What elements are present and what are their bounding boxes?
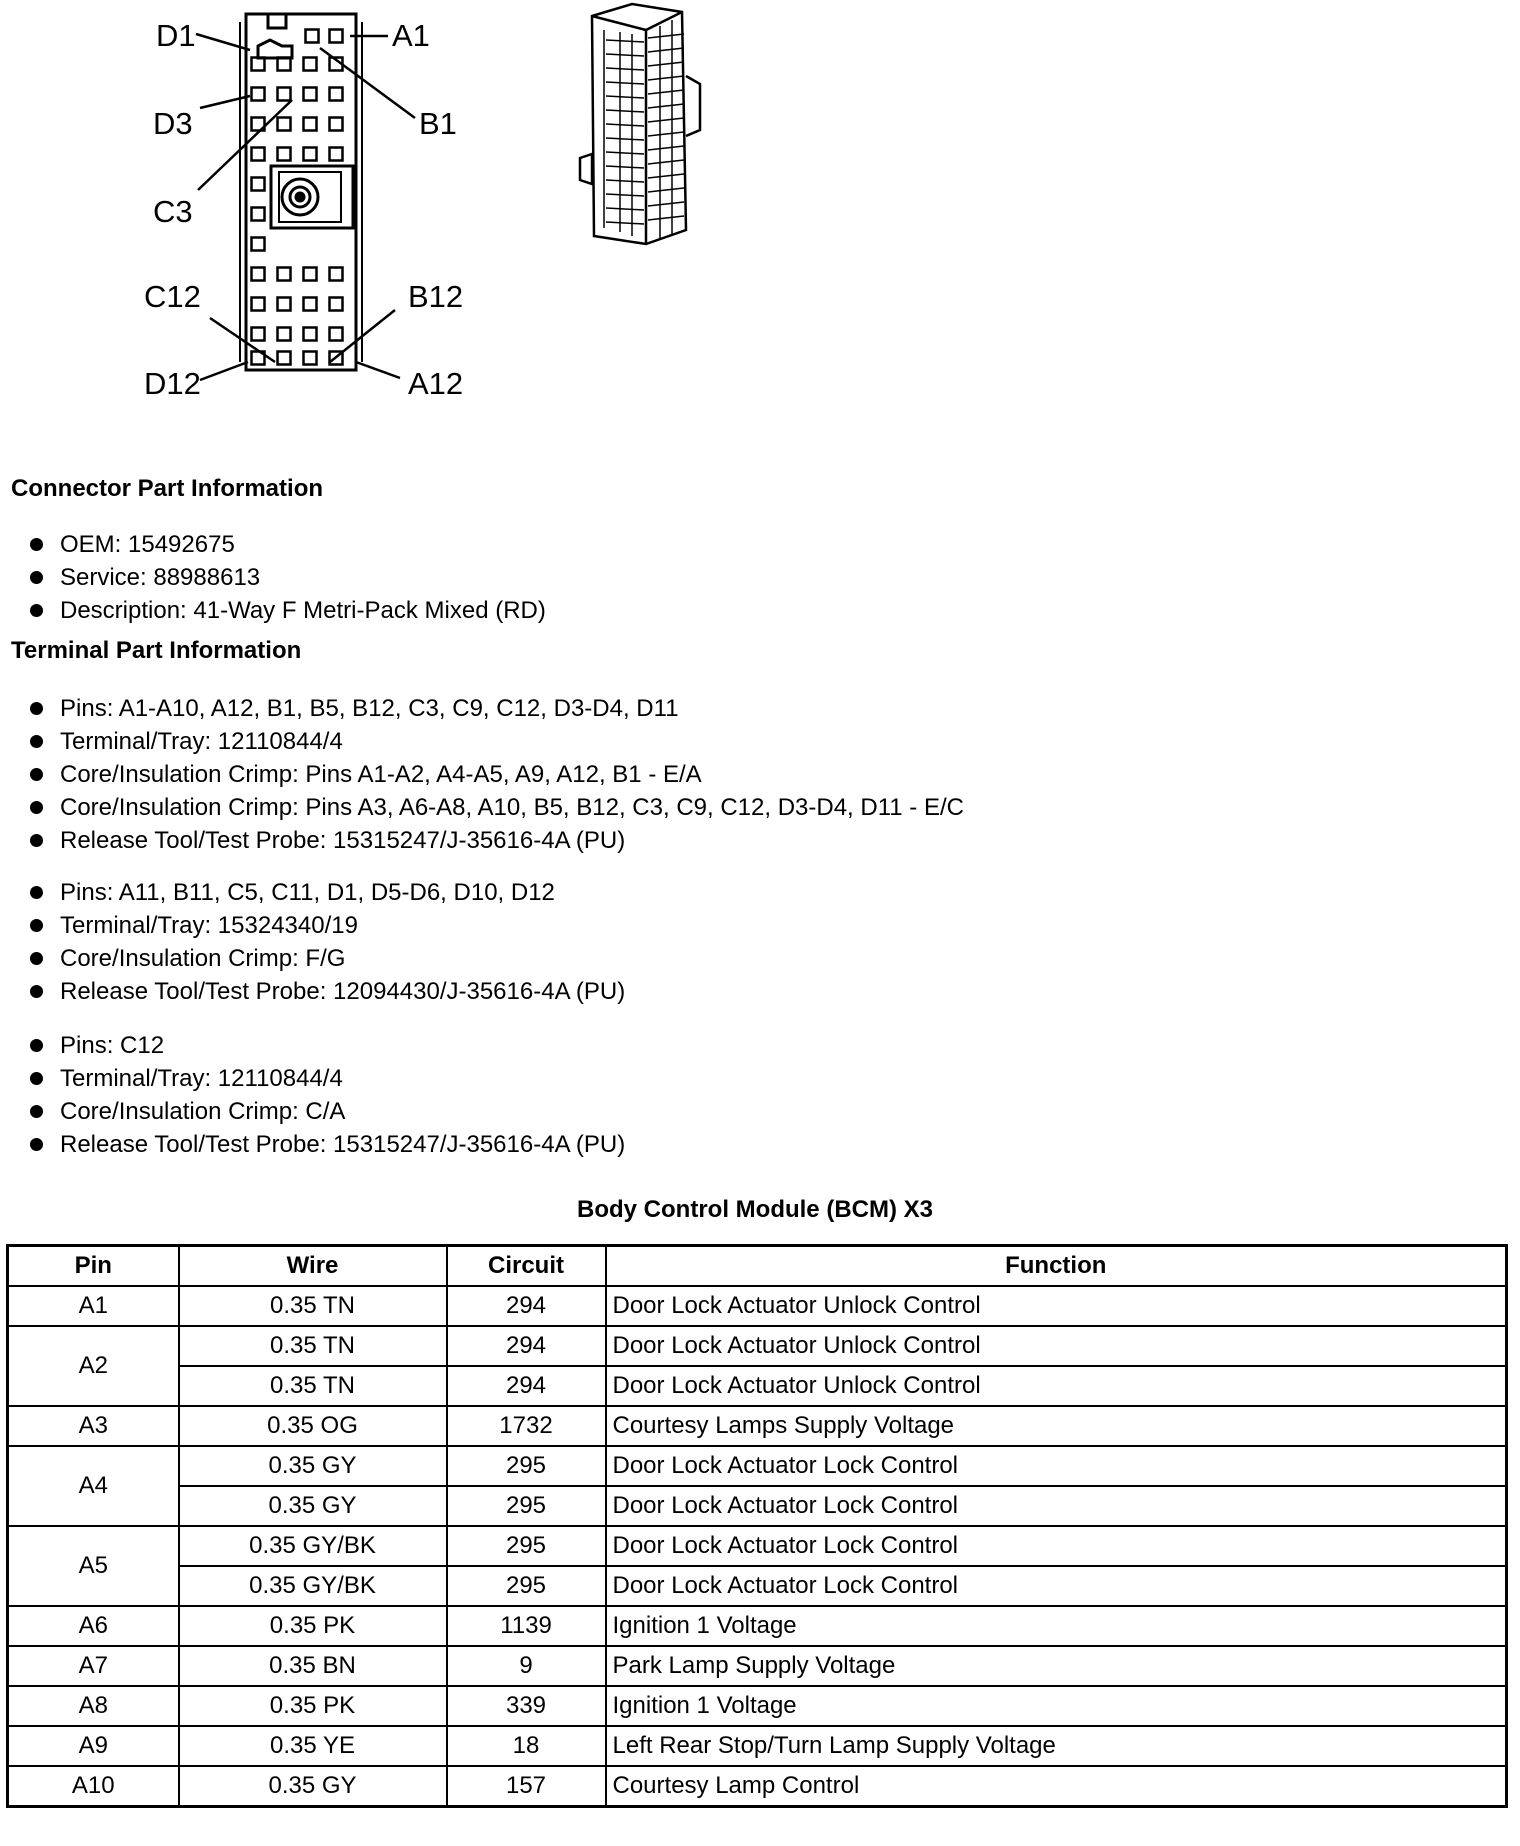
function-cell: Door Lock Actuator Lock Control bbox=[606, 1526, 1507, 1566]
cavity bbox=[306, 30, 319, 43]
cavity bbox=[278, 298, 291, 311]
side-slot bbox=[648, 90, 684, 94]
list-item bbox=[30, 561, 546, 594]
side-slot bbox=[648, 202, 684, 206]
pin-cell: A2 bbox=[8, 1326, 179, 1406]
list-item bbox=[30, 1029, 625, 1062]
list-item bbox=[30, 758, 964, 791]
cavity bbox=[304, 88, 317, 101]
wire-cell: 0.35 TN bbox=[179, 1286, 447, 1326]
connector-oem: OEM: 15492675 bbox=[60, 531, 235, 558]
terminal-item: Terminal/Tray: 12110844/4 bbox=[60, 1065, 343, 1092]
connector-side-view bbox=[580, 4, 700, 244]
cavity bbox=[278, 268, 291, 281]
list-item bbox=[30, 909, 625, 942]
terminal-item: Pins: C12 bbox=[60, 1032, 165, 1059]
table-row bbox=[8, 1406, 1507, 1446]
wire-cell: 0.35 TN bbox=[179, 1326, 447, 1366]
pin-cell: A5 bbox=[8, 1526, 179, 1606]
cavity bbox=[304, 58, 317, 71]
cavity bbox=[252, 298, 265, 311]
table-row bbox=[8, 1606, 1507, 1646]
terminal-item: Core/Insulation Crimp: C/A bbox=[60, 1098, 346, 1125]
connector-diagram bbox=[0, 0, 800, 420]
pin-label-a1: A1 bbox=[392, 18, 430, 53]
pin-cell: A8 bbox=[8, 1686, 179, 1726]
side-slot bbox=[648, 62, 684, 66]
pin-label-c12: C12 bbox=[144, 279, 201, 314]
side-slot bbox=[606, 40, 644, 42]
side-slot bbox=[648, 34, 684, 38]
list-item bbox=[30, 975, 625, 1008]
function-cell: Door Lock Actuator Unlock Control bbox=[606, 1326, 1507, 1366]
side-slot bbox=[606, 194, 644, 196]
circuit-cell: 294 bbox=[447, 1286, 606, 1326]
function-cell: Ignition 1 Voltage bbox=[606, 1686, 1507, 1726]
cavity bbox=[330, 298, 343, 311]
table-row bbox=[8, 1486, 1507, 1526]
cavity bbox=[304, 118, 317, 131]
circuit-cell: 9 bbox=[447, 1646, 606, 1686]
terminal-item: Pins: A1-A10, A12, B1, B5, B12, C3, C9, C12, D3-D4, D11 bbox=[60, 695, 679, 722]
pin-cell: A10 bbox=[8, 1766, 179, 1807]
bullet-icon bbox=[30, 1138, 43, 1151]
cavity bbox=[304, 352, 317, 365]
side-slot bbox=[606, 68, 644, 70]
table-row bbox=[8, 1646, 1507, 1686]
cavity bbox=[278, 352, 291, 365]
bullet-icon bbox=[30, 702, 43, 715]
terminal-item: Core/Insulation Crimp: Pins A3, A6-A8, A10, B5, B12, C3, C9, C12, D3-D4, D11 - E/C bbox=[60, 794, 964, 821]
cavity bbox=[330, 148, 343, 161]
pin-label-b12: B12 bbox=[408, 279, 464, 314]
cavity bbox=[278, 88, 291, 101]
cavity bbox=[304, 298, 317, 311]
side-slot bbox=[606, 110, 644, 112]
side-slot bbox=[648, 160, 684, 164]
side-slot bbox=[648, 76, 684, 80]
list-item bbox=[30, 824, 964, 857]
circuit-cell: 157 bbox=[447, 1766, 606, 1807]
cavity bbox=[330, 328, 343, 341]
circuit-cell: 295 bbox=[447, 1526, 606, 1566]
table-row bbox=[8, 1766, 1507, 1807]
bullet-icon bbox=[30, 538, 43, 551]
cavity bbox=[304, 148, 317, 161]
list-item bbox=[30, 876, 625, 909]
list-item bbox=[30, 692, 964, 725]
connector-service: Service: 88988613 bbox=[60, 564, 261, 591]
terminal-item: Release Tool/Test Probe: 12094430/J-35616-4A (PU) bbox=[60, 978, 626, 1005]
cavity bbox=[304, 328, 317, 341]
wire-cell: 0.35 GY bbox=[179, 1766, 447, 1807]
function-cell: Door Lock Actuator Lock Control bbox=[606, 1566, 1507, 1606]
side-slot bbox=[606, 222, 644, 224]
function-cell: Door Lock Actuator Lock Control bbox=[606, 1446, 1507, 1486]
cavity bbox=[278, 118, 291, 131]
bullet-icon bbox=[30, 801, 43, 814]
list-item bbox=[30, 725, 964, 758]
terminal-group-2 bbox=[30, 876, 625, 1008]
list-item bbox=[30, 1128, 625, 1161]
pinout-table bbox=[6, 1244, 1508, 1808]
side-slot bbox=[648, 216, 684, 220]
terminal-item: Pins: A11, B11, C5, C11, D1, D5-D6, D10, D12 bbox=[60, 879, 555, 906]
cavity bbox=[330, 88, 343, 101]
wire-cell: 0.35 GY/BK bbox=[179, 1526, 447, 1566]
bullet-icon bbox=[30, 768, 43, 781]
pin-label-d1: D1 bbox=[156, 18, 196, 53]
pin-cell: A6 bbox=[8, 1606, 179, 1646]
circuit-cell: 295 bbox=[447, 1446, 606, 1486]
cavity bbox=[330, 268, 343, 281]
side-slot bbox=[606, 82, 644, 84]
terminal-group-1 bbox=[30, 692, 964, 857]
cavity bbox=[252, 328, 265, 341]
header-function: Function bbox=[606, 1246, 1507, 1287]
terminal-group-3 bbox=[30, 1029, 625, 1161]
wire-cell: 0.35 PK bbox=[179, 1606, 447, 1646]
bullet-icon bbox=[30, 604, 43, 617]
circuit-cell: 1139 bbox=[447, 1606, 606, 1646]
terminal-item: Terminal/Tray: 15324340/19 bbox=[60, 912, 358, 939]
header-pin: Pin bbox=[8, 1246, 179, 1287]
terminal-item: Core/Insulation Crimp: F/G bbox=[60, 945, 346, 972]
connector-part-list bbox=[30, 528, 546, 627]
side-slot bbox=[648, 188, 684, 192]
bullet-icon bbox=[30, 985, 43, 998]
connector-description: Description: 41-Way F Metri-Pack Mixed (RD) bbox=[60, 597, 546, 624]
cavity bbox=[252, 148, 265, 161]
circuit-cell: 295 bbox=[447, 1566, 606, 1606]
bullet-icon bbox=[30, 571, 43, 584]
bullet-icon bbox=[30, 952, 43, 965]
function-cell: Door Lock Actuator Unlock Control bbox=[606, 1286, 1507, 1326]
wire-cell: 0.35 OG bbox=[179, 1406, 447, 1446]
list-item bbox=[30, 594, 546, 627]
circuit-cell: 18 bbox=[447, 1726, 606, 1766]
wire-cell: 0.35 GY bbox=[179, 1486, 447, 1526]
bullet-icon bbox=[30, 1039, 43, 1052]
pin-cell: A9 bbox=[8, 1726, 179, 1766]
function-cell: Courtesy Lamp Control bbox=[606, 1766, 1507, 1807]
header-circuit: Circuit bbox=[447, 1246, 606, 1287]
terminal-item: Core/Insulation Crimp: Pins A1-A2, A4-A5, A9, A12, B1 - E/A bbox=[60, 761, 702, 788]
table-row bbox=[8, 1446, 1507, 1486]
pin-label-c3: C3 bbox=[153, 194, 193, 229]
bullet-icon bbox=[30, 919, 43, 932]
side-slot bbox=[648, 118, 684, 122]
terminal-item: Release Tool/Test Probe: 15315247/J-35616-4A (PU) bbox=[60, 1131, 626, 1158]
wire-cell: 0.35 GY bbox=[179, 1446, 447, 1486]
side-slot bbox=[606, 96, 644, 98]
bullet-icon bbox=[30, 735, 43, 748]
pin-label-d12: D12 bbox=[144, 366, 201, 401]
list-item bbox=[30, 791, 964, 824]
pin-cell: A7 bbox=[8, 1646, 179, 1686]
cavity bbox=[252, 178, 265, 191]
wire-cell: 0.35 GY/BK bbox=[179, 1566, 447, 1606]
table-row bbox=[8, 1326, 1507, 1366]
side-slot bbox=[648, 104, 684, 108]
function-cell: Park Lamp Supply Voltage bbox=[606, 1646, 1507, 1686]
side-slot bbox=[606, 152, 644, 154]
bullet-icon bbox=[30, 834, 43, 847]
list-item bbox=[30, 942, 625, 975]
pin-label-a12: A12 bbox=[408, 366, 464, 401]
terminal-item: Terminal/Tray: 12110844/4 bbox=[60, 728, 343, 755]
cavity bbox=[330, 118, 343, 131]
circuit-cell: 294 bbox=[447, 1366, 606, 1406]
side-slot bbox=[606, 124, 644, 126]
wire-cell: 0.35 PK bbox=[179, 1686, 447, 1726]
list-item bbox=[30, 1062, 625, 1095]
cavity bbox=[252, 238, 265, 251]
cavity bbox=[278, 328, 291, 341]
cavity bbox=[252, 208, 265, 221]
wire-cell: 0.35 YE bbox=[179, 1726, 447, 1766]
circuit-cell: 339 bbox=[447, 1686, 606, 1726]
list-item bbox=[30, 1095, 625, 1128]
table-row bbox=[8, 1286, 1507, 1326]
table-title: Body Control Module (BCM) X3 bbox=[577, 1196, 933, 1223]
side-slot bbox=[648, 146, 684, 150]
table-row bbox=[8, 1526, 1507, 1566]
function-cell: Door Lock Actuator Unlock Control bbox=[606, 1366, 1507, 1406]
circuit-cell: 1732 bbox=[447, 1406, 606, 1446]
header-wire: Wire bbox=[179, 1246, 447, 1287]
terminal-part-heading: Terminal Part Information bbox=[11, 637, 302, 664]
cavity bbox=[278, 148, 291, 161]
pin-label-d3: D3 bbox=[153, 106, 193, 141]
table-row bbox=[8, 1726, 1507, 1766]
connector-part-heading: Connector Part Information bbox=[11, 475, 324, 502]
wire-cell: 0.35 TN bbox=[179, 1366, 447, 1406]
side-slot bbox=[606, 54, 644, 56]
circuit-cell: 295 bbox=[447, 1486, 606, 1526]
pin-cell: A4 bbox=[8, 1446, 179, 1526]
function-cell: Door Lock Actuator Lock Control bbox=[606, 1486, 1507, 1526]
terminal-item: Release Tool/Test Probe: 15315247/J-35616-4A (PU) bbox=[60, 827, 626, 854]
list-item bbox=[30, 528, 546, 561]
cavity bbox=[252, 268, 265, 281]
side-slot bbox=[606, 166, 644, 168]
cavity bbox=[252, 88, 265, 101]
pin-label-b1: B1 bbox=[419, 106, 457, 141]
wire-cell: 0.35 BN bbox=[179, 1646, 447, 1686]
table-row bbox=[8, 1686, 1507, 1726]
table-header-row bbox=[8, 1246, 1507, 1287]
bullet-icon bbox=[30, 1105, 43, 1118]
side-slot bbox=[648, 174, 684, 178]
side-slot bbox=[606, 180, 644, 182]
circuit-cell: 294 bbox=[447, 1326, 606, 1366]
function-cell: Courtesy Lamps Supply Voltage bbox=[606, 1406, 1507, 1446]
pin-cell: A3 bbox=[8, 1406, 179, 1446]
cavity bbox=[304, 268, 317, 281]
function-cell: Ignition 1 Voltage bbox=[606, 1606, 1507, 1646]
side-slot bbox=[648, 48, 684, 52]
side-slot bbox=[606, 208, 644, 210]
bullet-icon bbox=[30, 1072, 43, 1085]
side-slot bbox=[648, 132, 684, 136]
bullet-icon bbox=[30, 886, 43, 899]
cavity bbox=[330, 30, 343, 43]
function-cell: Left Rear Stop/Turn Lamp Supply Voltage bbox=[606, 1726, 1507, 1766]
side-slot bbox=[606, 138, 644, 140]
pin-cell: A1 bbox=[8, 1286, 179, 1326]
table-row bbox=[8, 1566, 1507, 1606]
table-row bbox=[8, 1366, 1507, 1406]
